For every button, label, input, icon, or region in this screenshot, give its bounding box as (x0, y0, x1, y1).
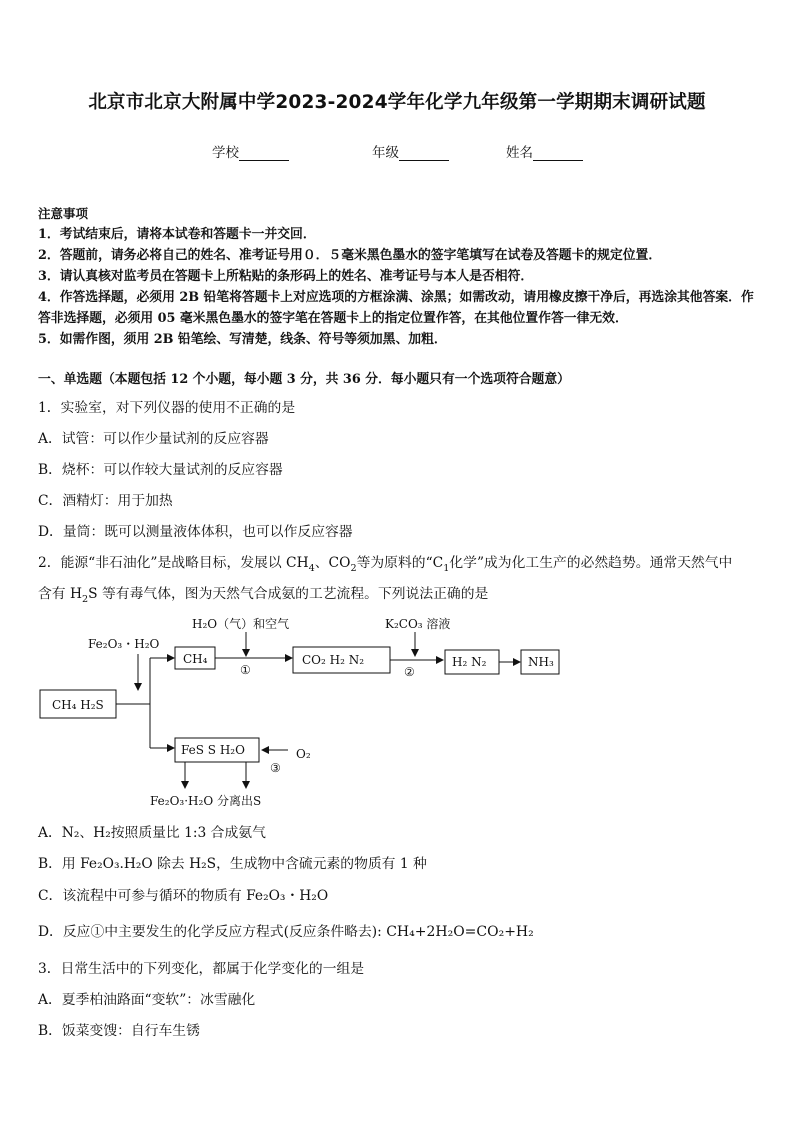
page-title: 北京市北京大附属中学2023-2024学年化学九年级第一学期期末调研试题 (88, 92, 706, 113)
name-blank[interactable] (533, 147, 583, 161)
q1-option-d[interactable]: D．量筒：既可以测量液体体积，也可以作反应容器 (38, 524, 353, 540)
notice-item: 3．请认真核对监考员在答题卡上所粘贴的条形码上的姓名、准考证号与本人是否相符． (38, 269, 534, 284)
q2-option-d[interactable] (38, 920, 534, 940)
section-heading: 一、单选题（本题包括 12 个小题，每小题 3 分，共 36 分．每小题只有一个选项符合题意） (38, 372, 570, 387)
step2-marker: ② (404, 665, 415, 679)
k2co3-label: K₂CO₃ 溶液 (385, 617, 451, 631)
q2-option-d-equation: CH₄+2H₂O=CO₂+H₂ (386, 924, 534, 940)
reagent-label: Fe₂O₃・H₂O (88, 637, 160, 651)
fes-label: FeS S H₂O (181, 743, 245, 757)
q2-stem-part: 等为原料的“C (356, 555, 444, 571)
name-label: 姓名 (506, 145, 533, 161)
nh3-label: NH₃ (528, 655, 554, 669)
notice-item: 1．考试结束后，请将本试卷和答题卡一并交回． (38, 227, 316, 242)
school-label: 学校 (212, 145, 239, 161)
notice-heading: 注意事项 (38, 206, 89, 221)
products-label: Fe₂O₃·H₂O 分离出S (150, 794, 262, 808)
q2-option-d-text: D．反应①中主要发生的化学反应方程式(反应条件略去): (38, 924, 382, 940)
h2n2-label: H₂ N₂ (452, 655, 487, 669)
step1-marker: ① (240, 663, 251, 677)
q2-stem-line2: 含有 $H_2S$ 等有毒气体，图为天然气合成氨的工艺流程。下列说法正确的是 (38, 586, 489, 605)
name-field (506, 141, 583, 161)
grade-blank[interactable] (399, 147, 449, 161)
notice-item: 4．作答选择题，必须用 2B 铅笔将答题卡上对应选项的方框涂满、涂黑；如需改动，请用橡皮擦干净后，再选涂其他答案．作答非选择题，必须用 05 毫米黑色墨水的签字笔在答题卡上的指定位置作答，在其他位置作答一律无效． (38, 290, 754, 326)
q1-stem: 1．实验室，对下列仪器的使用不正确的是 (38, 400, 296, 416)
school-blank[interactable] (239, 147, 289, 161)
o2-label: O₂ (296, 747, 311, 761)
q2-stem-part: 、CO (314, 555, 351, 571)
grade-field (372, 141, 449, 161)
water-air-label: H₂O（气）和空气 (192, 617, 290, 631)
q2-option-c[interactable]: C．该流程中可参与循环的物质有 Fe₂O₃・H₂O (38, 888, 329, 904)
q2-option-b[interactable]: B．用 Fe₂O₃.H₂O 除去 H₂S，生成物中含硫元素的物质有 1 种 (38, 856, 427, 872)
q2-stem-part: S 等有毒气体，图为天然气合成氨的工艺流程。下列说法正确的是 (88, 586, 489, 602)
q1-option-a[interactable]: A．试管：可以作少量试剂的反应容器 (38, 431, 269, 447)
mid-box-label: CO₂ H₂ N₂ (302, 653, 365, 667)
notice-item: 2．答题前，请务必将自己的姓名、准考证号用０．５毫米黑色墨水的签字笔填写在试卷及答题卡的规定位置． (38, 248, 662, 263)
q3-option-b[interactable]: B．饭菜变馊：自行车生锈 (38, 1023, 200, 1039)
notice-item: 5．如需作图，须用 2B 铅笔绘、写清楚，线条、符号等须加黑、加粗． (38, 332, 447, 347)
q3-option-a[interactable]: A．夏季柏油路面“变软”：冰雪融化 (38, 992, 256, 1008)
grade-label: 年级 (372, 145, 399, 161)
q2-stem-part: 含有 H (38, 586, 83, 602)
q1-option-c[interactable]: C．酒精灯：用于加热 (38, 493, 173, 509)
q2-stem-part: 2．能源“非石油化”是战略目标，发展以 CH (38, 555, 309, 571)
step3-marker: ③ (270, 761, 281, 775)
school-field (212, 141, 289, 161)
q3-stem: 3．日常生活中的下列变化，都属于化学变化的一组是 (38, 961, 365, 977)
notice-list (38, 224, 762, 350)
q2-stem: 2．能源“非石油化”是战略目标，发展以 $CH_4$、$CO_2$等为原料的“$C_1$化学”成为化工生产的必然趋势。通常天然气中 (38, 555, 733, 574)
ch4-label: CH₄ (183, 652, 208, 666)
process-flow-diagram (30, 610, 590, 815)
q2-stem-part: 化学”成为化工生产的必然趋势。通常天然气中 (449, 555, 733, 571)
q1-option-b[interactable]: B．烧杯：可以作较大量试剂的反应容器 (38, 462, 283, 478)
feed-label: CH₄ H₂S (52, 698, 104, 712)
q2-option-a[interactable]: A．N₂、H₂按照质量比 1:3 合成氨气 (38, 825, 266, 841)
